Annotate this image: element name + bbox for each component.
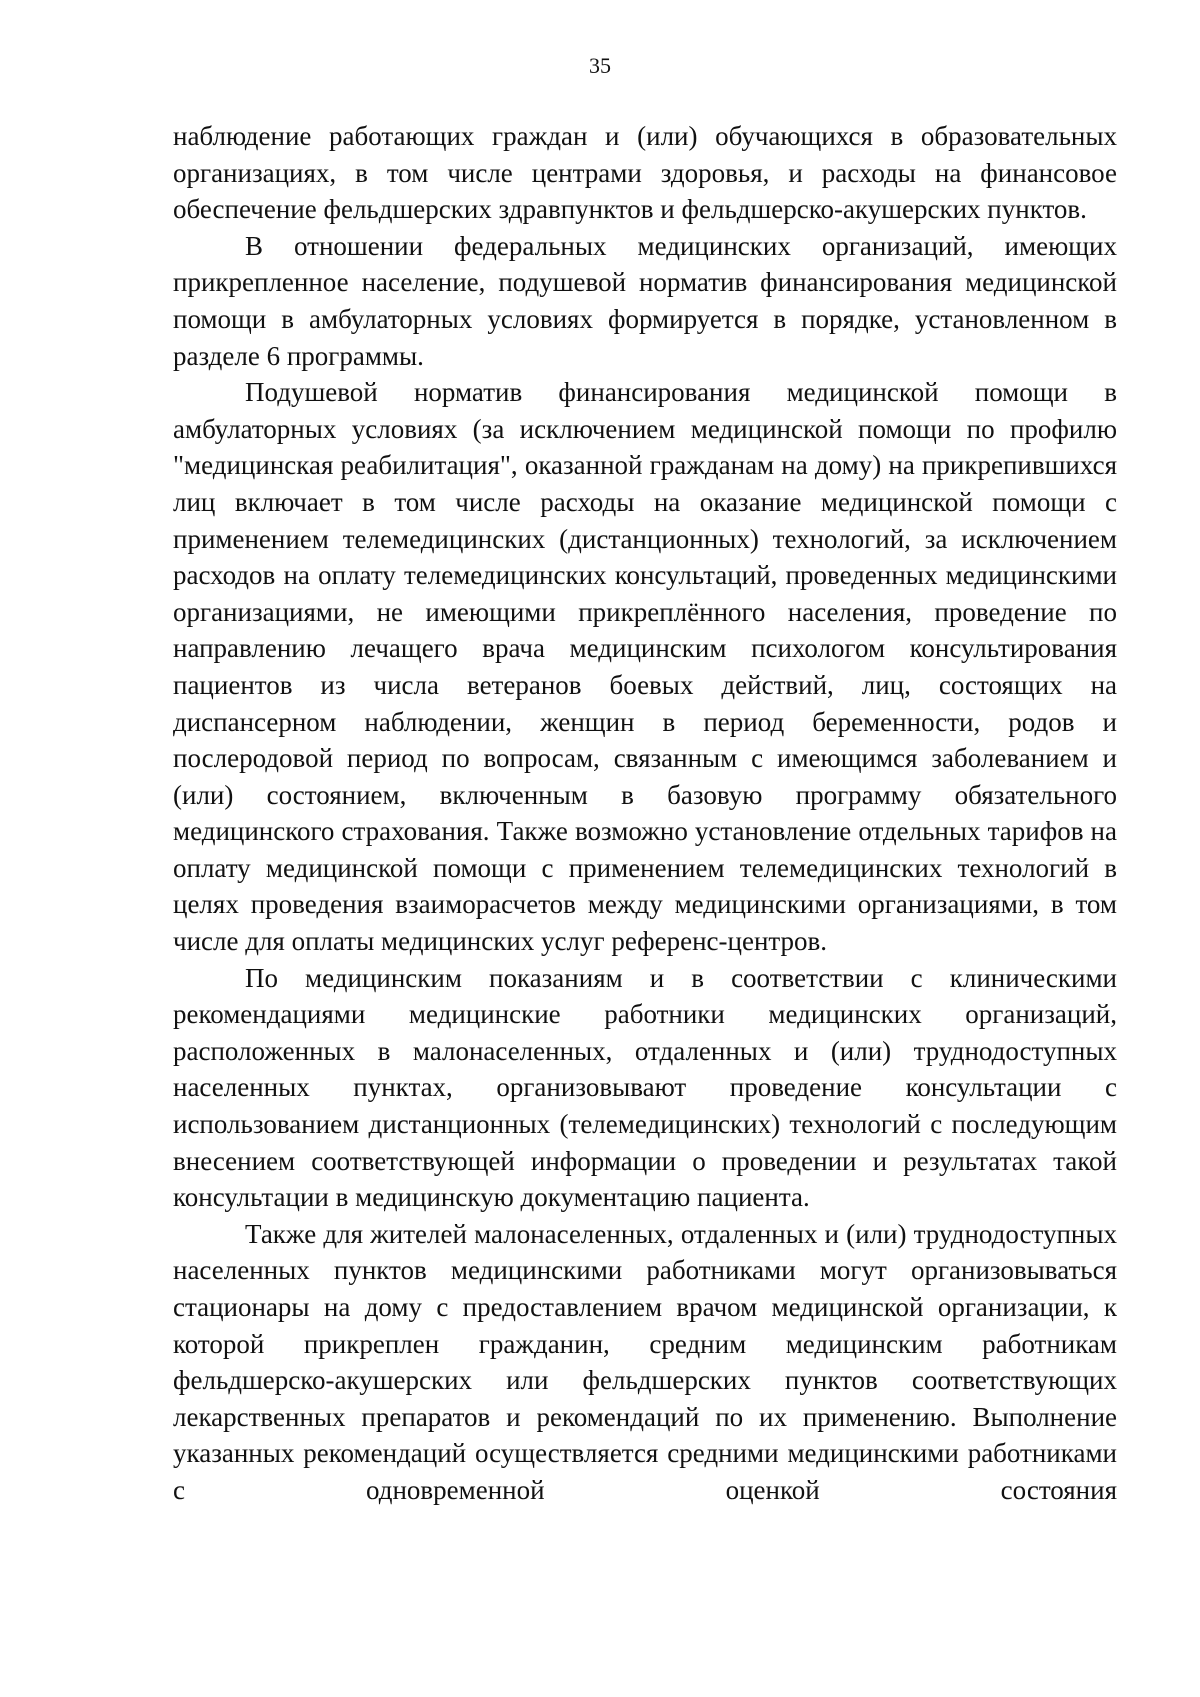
paragraph-per-capita-norm: Подушевой норматив финансирования медицинской помощи в амбулаторных условиях (за исключением медицинской помощи по профилю "медицинская реабилитация", оказанной гражданам на дому) на прикрепившихся лиц включает в том числе расходы на оказание медицинской помощи с применением телемедицинских (дистанционных) технологий, за исключением расходов на оплату телемедицинских консультаций, проведенных медицинскими организациями, не имеющими прикреплённого населения, проведение по направлению лечащего врача медицинским психологом консультирования пациентов из числа ветеранов боевых действий, лиц, состоящих на диспансерном наблюдении, женщин в период беременности, родов и послеродовой период по вопросам, связанным с имеющимся заболеванием и (или) состоянием, включенным в базовую программу обязательного медицинского страхования. Также возможно установление отдельных тарифов на оплату медицинской помощи с применением телемедицинских технологий в целях проведения взаиморасчетов между медицинскими организациями, в том числе для оплаты медицинских услуг референс-центров. — [173, 377, 1117, 957]
page-number: 35 — [589, 53, 611, 78]
paragraph-telemedicine-consultations: По медицинским показаниям и в соответствии с клиническими рекомендациями медицинские работники медицинских организаций, расположенных в малонаселенных, отдаленных и (или) труднодоступных населенных пунктах, организовывают проведение консультации с использованием дистанционных (телемедицинских) технологий с последующим внесением соответствующей информации о проведении и результатах такой консультации в медицинскую документацию пациента. — [173, 962, 1117, 1213]
paragraph-federal-organizations: В отношении федеральных медицинских организаций, имеющих прикрепленное население, подушевой норматив финансирования медицинской помощи в амбулаторных условиях формируется в порядке, установленном в разделе 6 программы. — [173, 230, 1117, 371]
document-body — [173, 118, 1117, 1509]
paragraph-continuation: наблюдение работающих граждан и (или) обучающихся в образовательных организациях, в том числе центрами здоровья, и расходы на финансовое обеспечение фельдшерских здравпунктов и фельдшерско-акушерских пунктов. — [173, 121, 1117, 225]
paragraph-home-hospitals: Также для жителей малонаселенных, отдаленных и (или) труднодоступных населенных пунктов медицинскими работниками могут организовываться стационары на дому с предоставлением врачом медицинской организации, к которой прикреплен гражданин, средним медицинским работникам фельдшерско-акушерских или фельдшерских пунктов соответствующих лекарственных препаратов и рекомендаций по их применению. Выполнение указанных рекомендаций осуществляется средними медицинскими работниками с одновременной оценкой состояния — [173, 1218, 1117, 1505]
